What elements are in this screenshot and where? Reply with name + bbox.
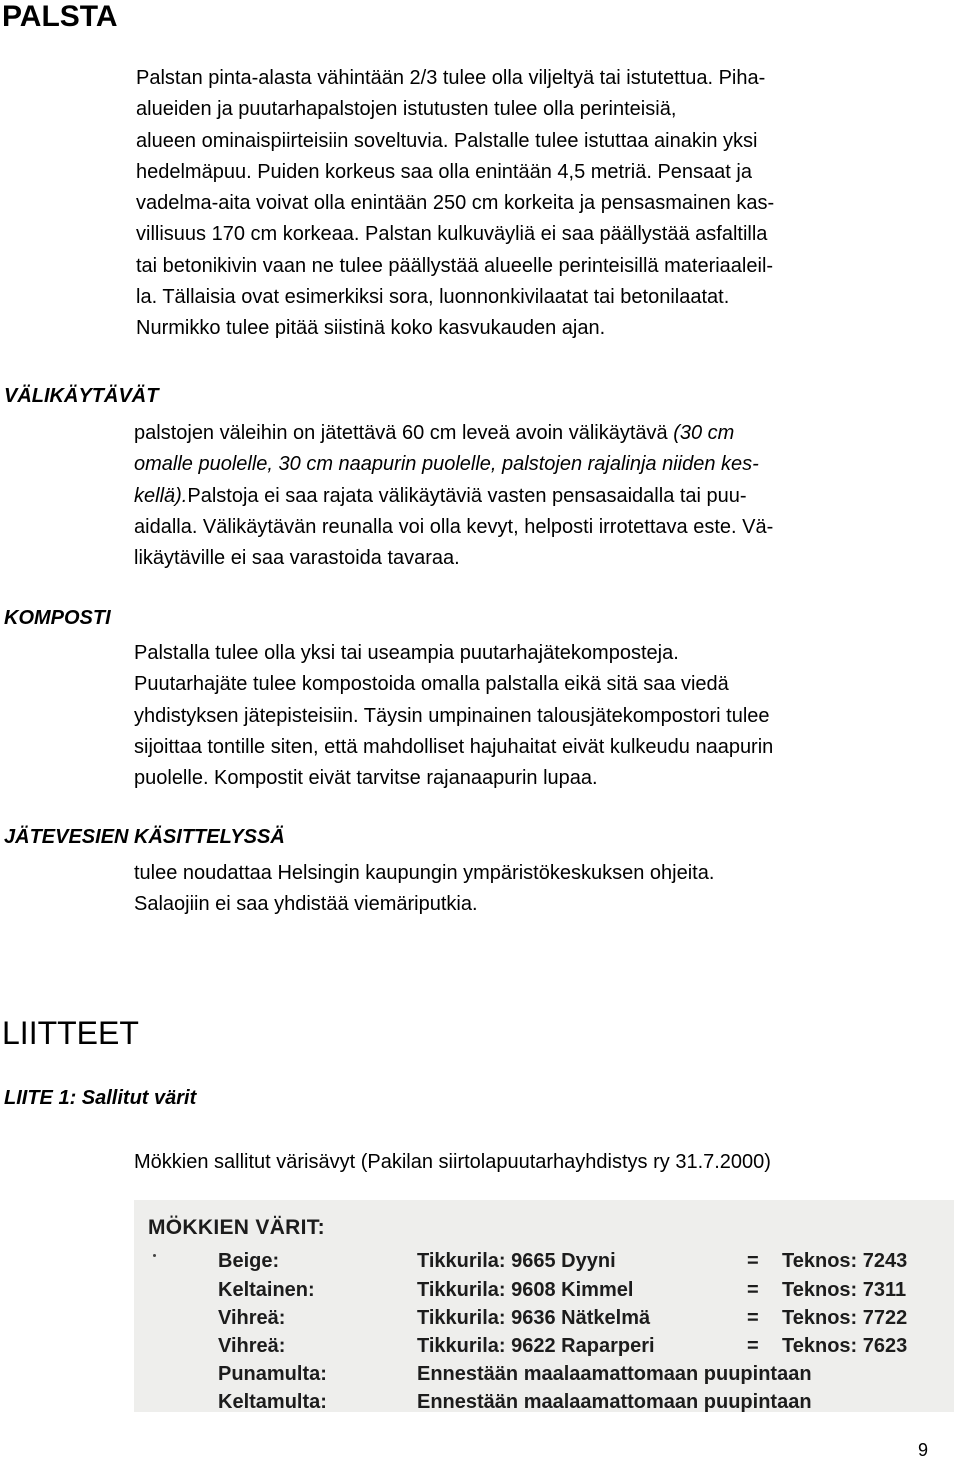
- palsta-line: hedelmäpuu. Puiden korkeus saa olla enintään 4,5 metriä. Pensaat ja: [136, 160, 752, 183]
- scan-table-title: MÖKKIEN VÄRIT:: [148, 1216, 325, 1239]
- palsta-line: vadelma-aita voivat olla enintään 250 cm korkeita ja pensasmainen kas-: [136, 192, 775, 215]
- palsta-line: Nurmikko tulee pitää siistinä koko kasvukauden ajan.: [136, 317, 606, 340]
- valikaytavat-text: Palstoja ei saa rajata välikäytäviä vasten pensasaidalla tai puu-: [187, 484, 747, 507]
- jatevesi-line: tulee noudattaa Helsingin kaupungin ympäristökeskuksen ohjeita.: [134, 862, 715, 884]
- color-name: Keltamulta:: [218, 1391, 327, 1412]
- section-title-palsta: PALSTA: [2, 0, 118, 33]
- palsta-line: la. Tällaisia ovat esimerkiksi sora, luonnonkivilaatat tai betonilaatat.: [136, 286, 730, 309]
- palsta-line: tai betonikivin vaan ne tulee päällystää alueelle perinteisillä materiaaleil-: [136, 254, 774, 277]
- jatevesi-line: Salaojiin ei saa yhdistää viemäriputkia.: [134, 893, 478, 916]
- page-number: 9: [917, 1440, 928, 1460]
- color-name: Vihreä:: [218, 1307, 286, 1329]
- teknos-code: Teknos: 7623: [782, 1335, 908, 1357]
- palsta-line: alueen ominaispiirteisiin soveltuvia. Palstalle tulee istuttaa ainakin yksi: [136, 129, 758, 152]
- color-name: Beige:: [218, 1250, 280, 1272]
- palsta-line: villisuus 170 cm korkeaa. Palstan kulkuväyliä ei saa päällystää asfaltilla: [136, 223, 768, 246]
- palsta-line: alueiden ja puutarhapalstojen istutusten tulee olla perinteisiä,: [136, 98, 677, 121]
- komposti-line: Palstalla tulee olla yksi tai useampia puutarhajätekomposteja.: [134, 642, 679, 664]
- tikkurila-code: Ennestään maalaamattomaan puupintaan: [417, 1391, 812, 1412]
- color-row: [134, 1250, 954, 1278]
- section-title-liitteet: LIITTEET: [2, 1015, 139, 1051]
- valikaytavat-text: palstojen väleihin on jätettävä 60 cm leveä avoin välikäytävä: [134, 422, 674, 444]
- teknos-code: Teknos: 7243: [782, 1250, 908, 1272]
- palsta-paragraph: [136, 63, 774, 345]
- section-title-jatevesi: JÄTEVESIEN KÄSITTELYSSÄ: [4, 826, 285, 848]
- color-name: Keltainen:: [218, 1279, 315, 1301]
- teknos-code: Teknos: 7722: [782, 1307, 908, 1329]
- komposti-line: Puutarhajäte tulee kompostoida omalla palstalla eikä sitä saa viedä: [134, 673, 729, 696]
- palsta-line: Palstan pinta-alasta vähintään 2/3 tulee olla viljeltyä tai istutettua. Piha-: [136, 67, 766, 89]
- color-row: [134, 1307, 954, 1335]
- valikaytavat-italic-text: (30 cm: [673, 422, 735, 444]
- valikaytavat-line: [134, 481, 773, 512]
- komposti-paragraph: [134, 638, 773, 794]
- tikkurila-code: Tikkurila: 9608 Kimmel: [417, 1279, 634, 1301]
- komposti-line: yhdistyksen jätepisteisiin. Täysin umpinainen talousjätekompostori tulee: [134, 704, 770, 727]
- color-name: Punamulta:: [218, 1363, 327, 1385]
- section-title-valikaytavat: VÄLIKÄYTÄVÄT: [4, 385, 159, 407]
- tikkurila-code: Tikkurila: 9665 Dyyni: [417, 1250, 616, 1272]
- komposti-line: sijoittaa tontille siten, että mahdolliset hajuhaitat eivät kulkeudu naapurin: [134, 735, 774, 758]
- teknos-code: Teknos: 7311: [782, 1279, 907, 1301]
- valikaytavat-line: omalle puolelle, 30 cm naapurin puolelle, palstojen rajalinja niiden kes-: [134, 453, 759, 476]
- color-row: [134, 1391, 954, 1412]
- liite1-caption: Mökkien sallitut värisävyt (Pakilan siirtolapuutarhayhdistys ry 31.7.2000): [134, 1151, 771, 1173]
- valikaytavat-italic-text: kellä).: [134, 484, 188, 507]
- tikkurila-code: Tikkurila: 9622 Raparperi: [417, 1335, 655, 1357]
- valikaytavat-line: aidalla. Välikäytävän reunalla voi olla kevyt, helposti irrotettava este. Vä-: [134, 515, 774, 538]
- color-row: [134, 1363, 954, 1391]
- equals-sign: =: [747, 1335, 759, 1357]
- section-title-komposti: KOMPOSTI: [4, 607, 111, 629]
- equals-sign: =: [747, 1250, 759, 1272]
- valikaytavat-line: [134, 418, 773, 449]
- tikkurila-code: Tikkurila: 9636 Nätkelmä: [417, 1307, 651, 1329]
- color-name: Vihreä:: [218, 1335, 286, 1357]
- color-row: [134, 1279, 954, 1307]
- komposti-line: puolelle. Kompostit eivät tarvitse rajanaapurin lupaa.: [134, 767, 598, 790]
- scanned-color-table: [134, 1200, 954, 1412]
- jatevesi-paragraph: [134, 858, 714, 921]
- liite1-title: LIITE 1: Sallitut värit: [4, 1087, 197, 1109]
- valikaytavat-line: likäytäville ei saa varastoida tavaraa.: [134, 547, 460, 570]
- valikaytavat-paragraph: [134, 418, 773, 574]
- color-row: [134, 1335, 954, 1363]
- tikkurila-code: Ennestään maalaamattomaan puupintaan: [417, 1363, 812, 1385]
- equals-sign: =: [747, 1307, 759, 1329]
- equals-sign: =: [747, 1279, 759, 1301]
